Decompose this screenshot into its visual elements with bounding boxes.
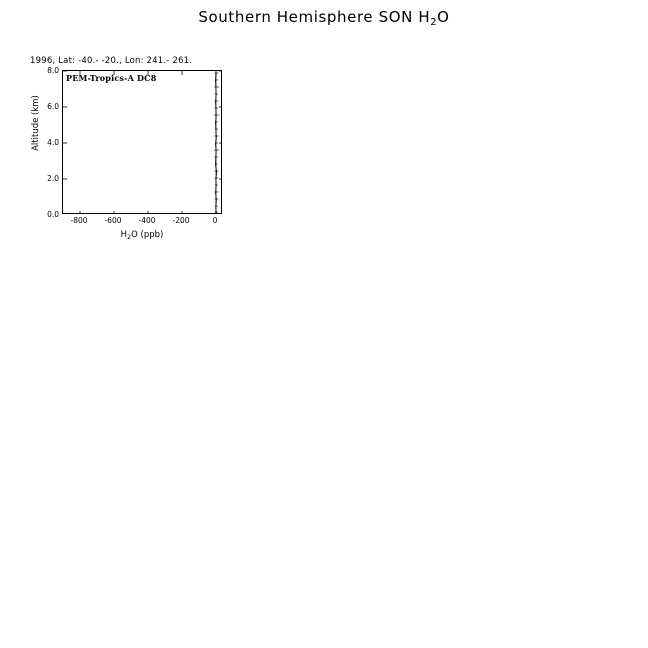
y-tick-label: 2.0 [47, 174, 59, 183]
plot-area [62, 70, 222, 214]
page-title-suffix: O [437, 8, 450, 26]
x-tick-label: -800 [70, 216, 88, 225]
page-title-text: Southern Hemisphere SON H [198, 8, 431, 26]
y-axis-title: Altitude (km) [31, 95, 41, 151]
x-tick-label: -400 [138, 216, 156, 225]
data-trace [63, 71, 222, 214]
dataset-label: PEM-Tropics-A DC8 [66, 73, 157, 83]
y-tick-label: 4.0 [47, 138, 59, 147]
y-tick-label: 6.0 [47, 102, 59, 111]
page-title [0, 8, 648, 26]
x-axis-title-subscript: 2 [127, 233, 132, 241]
y-tick-label: 0.0 [47, 210, 59, 219]
x-tick-label: -600 [104, 216, 122, 225]
chart-header: 1996, Lat: -40.- -20., Lon: 241.- 261. [30, 56, 193, 66]
y-tick-label: 8.0 [47, 66, 59, 75]
x-tick-label: -200 [172, 216, 190, 225]
x-axis-ticks [62, 216, 222, 230]
page-title-subscript: 2 [430, 17, 438, 28]
x-axis-title: $H_2O$ (ppb) [120, 230, 164, 241]
x-tick-label: 0 [212, 216, 218, 225]
profile-chart [30, 56, 270, 246]
